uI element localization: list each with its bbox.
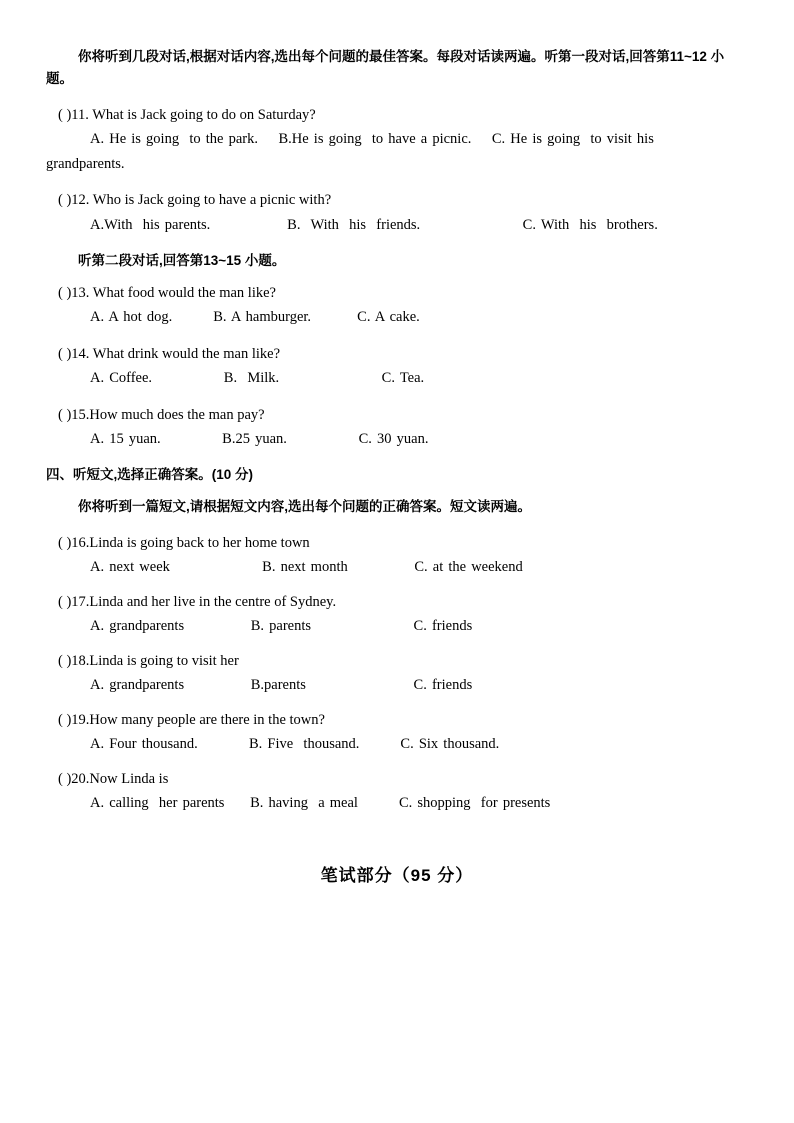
question-block-18	[46, 650, 748, 697]
option-list: A. next week B. next month C. at the weekend	[90, 559, 523, 576]
question-block-13	[46, 282, 748, 329]
option-list: A. He is going to the park. B.He is going to have a picnic. C. He is going to visit his	[90, 131, 654, 148]
question-text: ( )11. What is Jack going to do on Saturday?	[58, 106, 316, 123]
question-block-14	[46, 343, 748, 390]
question-text: ( )15.How much does the man pay?	[58, 406, 265, 423]
question-text: ( )20.Now Linda is	[58, 770, 169, 787]
option-list: A. A hot dog. B. A hamburger. C. A cake.	[90, 309, 420, 326]
option-list: A. 15 yuan. B.25 yuan. C. 30 yuan.	[90, 431, 429, 447]
question-text: ( )16.Linda is going back to her home town	[58, 534, 310, 551]
option-list: A. Coffee. B. Milk. C. Tea.	[90, 370, 425, 387]
question-text: ( )17.Linda and her live in the centre of Sydney.	[58, 593, 337, 610]
question-text: ( )14. What drink would the man like?	[58, 345, 281, 362]
question-block-15	[46, 404, 748, 451]
question-text: ( )13. What food would the man like?	[58, 284, 276, 301]
option-list: A. calling her parents B. having a meal C. shopping for presents	[90, 795, 551, 812]
option-list: A. grandparents B. parents C. friends	[90, 618, 473, 635]
question-text: ( )19.How many people are there in the town?	[58, 711, 325, 728]
section-heading-four: 四、听短文,选择正确答案。(10 分)	[46, 467, 254, 483]
question-text: ( )12. Who is Jack going to have a picnic with?	[58, 192, 332, 209]
question-block-16	[46, 532, 748, 579]
listening-intro-paragraph: 你将听到几段对话,根据对话内容,选出每个问题的最佳答案。每段对话读两遍。听第一段对话,回答第11~12 小题。	[46, 49, 725, 86]
question-block-11	[46, 104, 748, 175]
option-list: A. grandparents B.parents C. friends	[90, 677, 473, 694]
option-continuation: grandparents.	[46, 155, 125, 172]
option-list: A. Four thousand. B. Five thousand. C. Six thousand.	[90, 736, 500, 753]
question-block-19	[46, 709, 748, 756]
question-text: ( )18.Linda is going to visit her	[58, 652, 239, 669]
section-four-intro: 你将听到一篇短文,请根据短文内容,选出每个问题的正确答案。短文读两遍。	[78, 499, 532, 515]
question-block-12	[46, 189, 748, 236]
question-block-20	[46, 768, 748, 815]
option-list: A.With his parents. B. With his friends. C. With his brothers.	[90, 216, 658, 233]
question-block-17	[46, 591, 748, 638]
section-heading-dialogue-two: 听第二段对话,回答第13~15 小题。	[78, 253, 286, 269]
written-part-title: 笔试部分（95 分）	[320, 865, 474, 885]
